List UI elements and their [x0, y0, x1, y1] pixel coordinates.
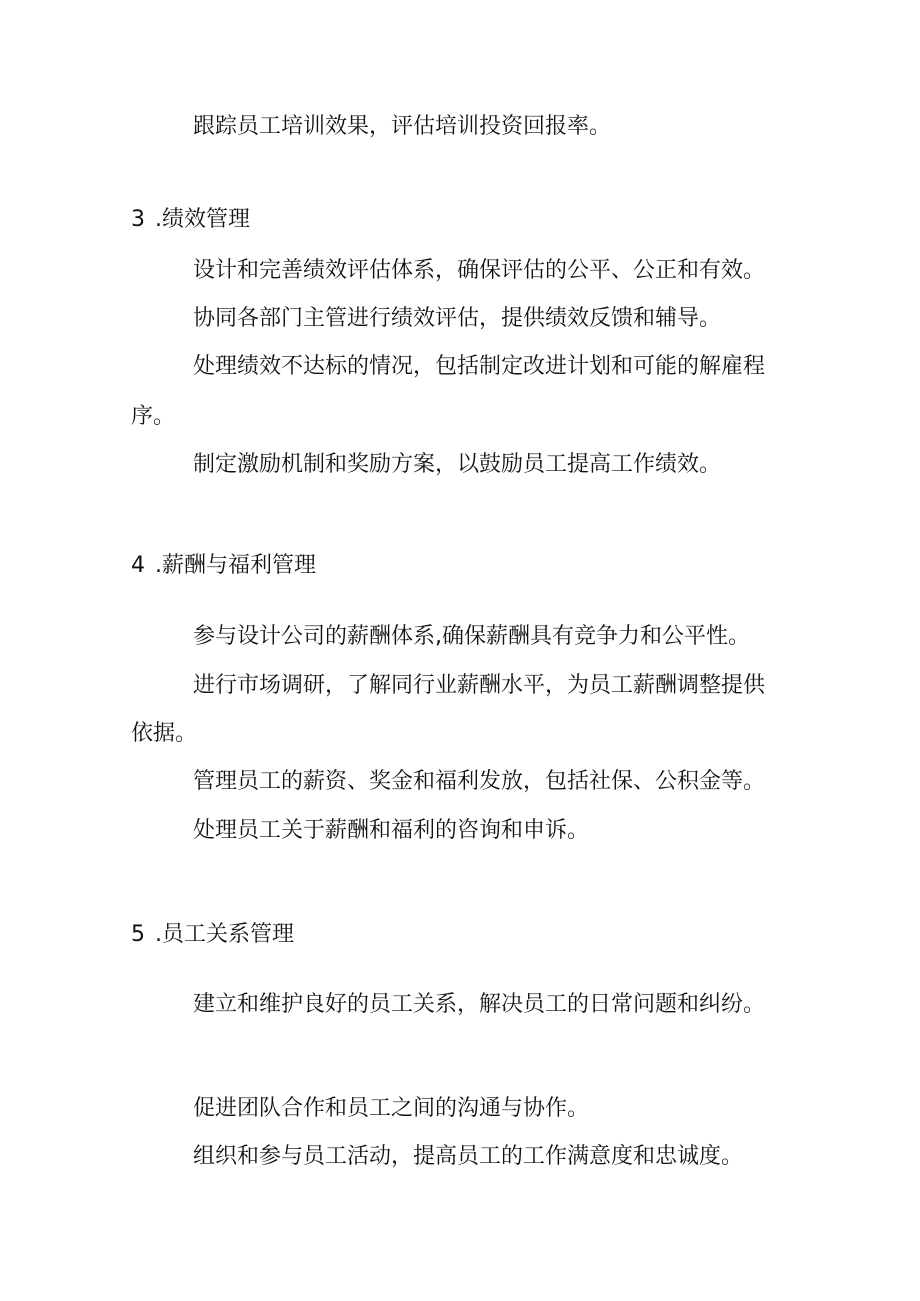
paragraph-line: 跟踪员工培训效果，评估培训投资回报率。: [193, 114, 612, 139]
paragraph-line: 组织和参与员工活动，提高员工的工作满意度和忠诚度。: [193, 1144, 744, 1169]
paragraph-line-continuation: 序。: [131, 404, 176, 429]
section-heading-4: [131, 551, 316, 581]
paragraph-line: 协同各部门主管进行绩效评估，提供绩效反馈和辅导。: [193, 306, 722, 331]
section-title: .绩效管理: [155, 207, 250, 232]
paragraph-line: 进行市场调研，了解同行业薪酬水平，为员工薪酬调整提供: [193, 673, 766, 698]
section-heading-5: [131, 920, 294, 950]
section-number: 4: [131, 553, 145, 578]
paragraph-line: 管理员工的薪资、奖金和福利发放，包括社保、公积金等。: [193, 769, 766, 794]
paragraph-line: 处理员工关于薪酬和福利的咨询和申诉。: [193, 818, 590, 843]
paragraph-line: 建立和维护良好的员工关系，解决员工的日常问题和纠纷。: [193, 992, 766, 1017]
paragraph-line: 促进团队合作和员工之间的沟通与协作。: [193, 1096, 590, 1121]
paragraph-line: 参与设计公司的薪酬体系,确保薪酬具有竞争力和公平性。: [193, 624, 750, 649]
paragraph-line: 制定激励机制和奖励方案，以鼓励员工提高工作绩效。: [193, 452, 722, 477]
section-title: .员工关系管理: [155, 922, 294, 947]
paragraph-line: 设计和完善绩效评估体系，确保评估的公平、公正和有效。: [193, 258, 766, 283]
section-heading-3: [131, 205, 250, 235]
section-number: 5: [131, 922, 145, 947]
section-title: .薪酬与福利管理: [155, 553, 316, 578]
section-number: 3: [131, 207, 145, 232]
paragraph-line: 处理绩效不达标的情况，包括制定改进计划和可能的解雇程: [193, 354, 766, 379]
paragraph-line-continuation: 依据。: [131, 721, 198, 746]
